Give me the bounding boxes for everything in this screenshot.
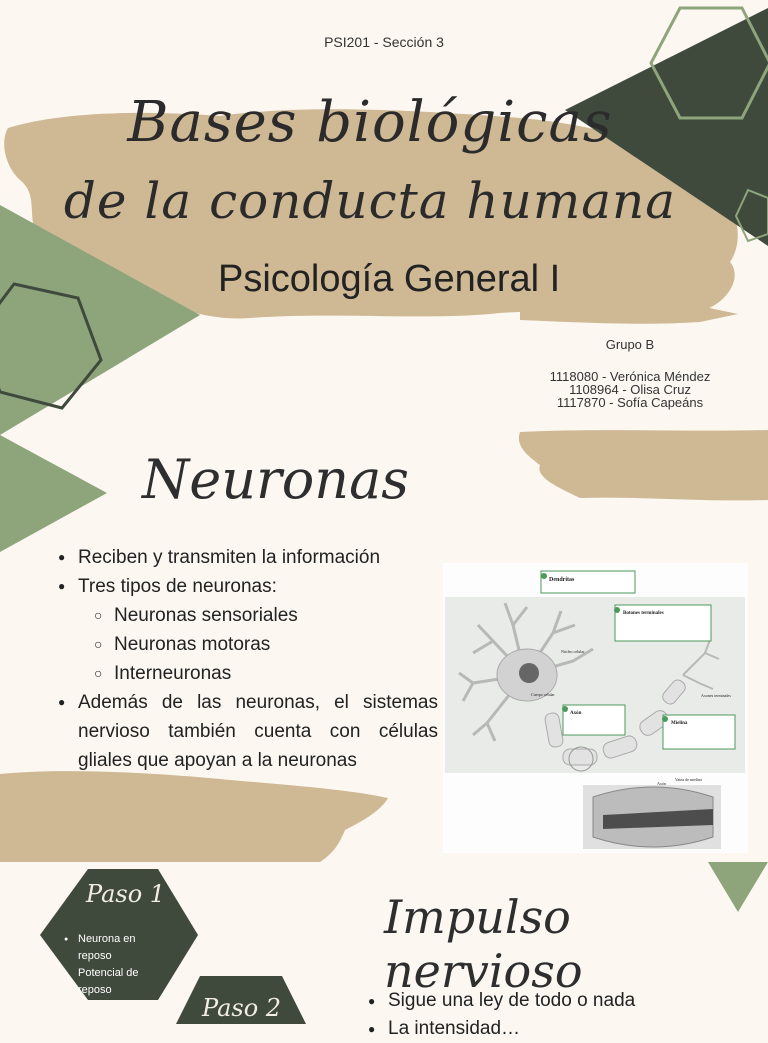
impulso-heading: Impulso nervioso: [384, 890, 583, 998]
neuronas-bullets: [58, 543, 438, 775]
label-mielina: Mielina: [671, 721, 688, 726]
label-nucleo: Núcleo celular: [561, 649, 585, 654]
label-axon: Axón: [570, 711, 582, 716]
sage-triangle-small: [0, 435, 107, 552]
neuronas-heading: Neuronas: [142, 448, 409, 511]
member: 1118080 - Verónica Méndez: [549, 369, 711, 384]
bullet-item: ● La intensidad…: [368, 1015, 748, 1043]
impulso-bullets: [368, 987, 748, 1043]
sub-bullet-item: ○ Interneuronas: [58, 659, 438, 688]
sub-bullet-item: ○ Neuronas sensoriales: [58, 601, 438, 630]
label-axones-terminales: Axones terminales: [701, 693, 731, 698]
label-botones: Botones terminales: [623, 611, 664, 616]
label-cuerpo: Cuerpo celular: [531, 692, 555, 697]
label-axon-small: Axón: [657, 781, 666, 786]
member: 1108964 - Olisa Cruz: [569, 382, 691, 397]
bullet-item: ● Tres tipos de neuronas:: [58, 572, 438, 601]
paso1-item: ● Neurona en reposo: [60, 931, 170, 965]
member: 1117870 - Sofía Capeáns: [556, 395, 704, 410]
members-list: [520, 370, 740, 409]
paso2-label: Paso 2: [202, 994, 282, 1022]
group-label: Grupo B: [605, 337, 655, 352]
bullet-item: ● Reciben y transmiten la información: [58, 543, 438, 572]
brush-stroke-right: [519, 430, 768, 500]
neuron-figure: [443, 563, 748, 853]
label-dendritas: Dendritas: [549, 577, 575, 583]
title-line-1: Bases biológicas: [127, 90, 613, 155]
bullet-item: ● Además de las neuronas, el sistemas nervioso también cuenta con células gliales que apoyan a la neuronas: [58, 688, 438, 775]
subtitle: Psicología General I: [218, 258, 561, 300]
brush-stroke-bottom: [0, 771, 388, 862]
paso1-list: [60, 931, 170, 999]
sub-bullet-item: ○ Neuronas motoras: [58, 630, 438, 659]
paso1-label: Paso 1: [86, 880, 166, 908]
label-vaina: Vaina de mielina: [675, 777, 702, 782]
neuron-diagram: [443, 563, 748, 853]
course-code: PSI201 - Sección 3: [324, 34, 444, 50]
paso1-item: ● Potencial de reposo: [60, 965, 170, 999]
bullet-item: ● Sigue una ley de todo o nada: [368, 987, 748, 1015]
title-line-2: de la conducta humana: [63, 172, 677, 230]
